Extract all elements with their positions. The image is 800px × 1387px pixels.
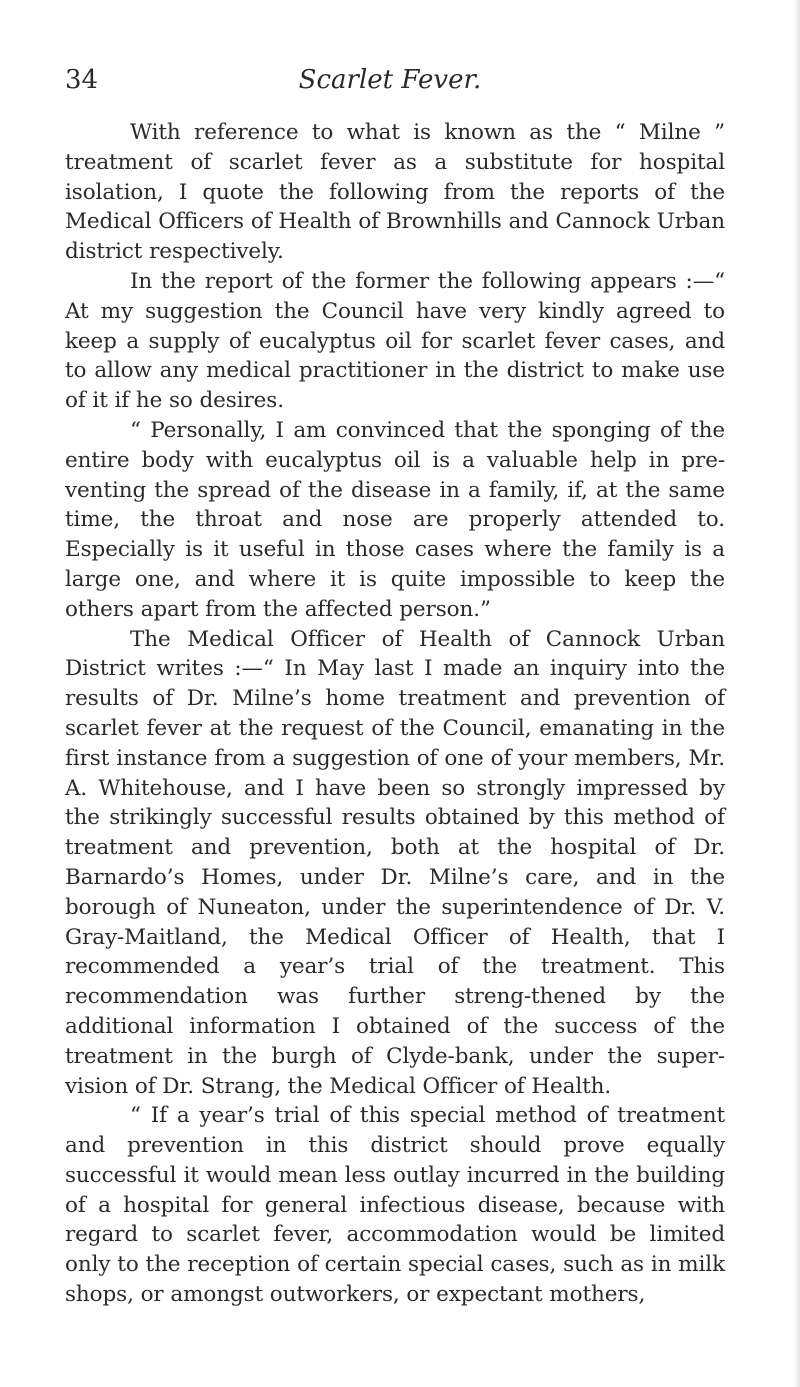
paragraph-milne-treatment: With reference to what is known as the “ Milne ” treatment of scarlet fever as a substitute for hospital isolation, I quote the following from the reports of the Medical Officers of Health of Brownhills and Cannock Urban district respectively.	[65, 120, 725, 265]
paragraph-brownhills-report: In the report of the former the following appears :—“ At my suggestion the Council have very kindly agreed to keep a supply of eucalyptus oil for scarlet fever cases, and to allow any medical practitioner in the district to make use of it if he so desires.	[65, 268, 725, 414]
paragraph-personal-view: “ Personally, I am convinced that the sponging of the entire body with eucalyptus oil is a valuable help in pre-venting the spread of the disease in a family, if, at the same time, the throat and nose are properly attended to. Especially is it useful in those cases where the family is a large one, and where it is quite impossible to keep the others apart from the affected person.”	[65, 417, 725, 622]
page-number: 34	[65, 65, 99, 95]
paragraph-year-trial: “ If a year’s trial of this special method of treatment and prevention in this district should prove equally successful it would mean less outlay incurred in the building of a hospital for general infectious disease, because with regard to scarlet fever, accommodation would be limited only to the reception of certain special cases, such as in milk shops, or amongst outworkers, or expectant mothers,	[65, 1103, 725, 1308]
body-text	[65, 118, 725, 1310]
page-edge-shadow	[794, 0, 800, 1387]
page-header	[65, 60, 715, 100]
paragraph-cannock-report: The Medical Officer of Health of Cannock Urban District writes :—“ In May last I made an inquiry into the results of Dr. Milne’s home treatment and prevention of scarlet fever at the request of the Council, emanating in the first instance from a suggestion of one of your members, Mr. A. Whitehouse, and I have been so strongly impressed by the strikingly successful results obtained by this method of treatment and prevention, both at the hospital of Dr. Barnardo’s Homes, under Dr. Milne’s care, and in the borough of Nuneaton, under the superintendence of Dr. V. Gray-Maitland, the Medical Officer of Health, that I recommended a year’s trial of the treatment. This recommendation was further streng-thened by the additional information I obtained of the success of the treatment in the burgh of Clyde-bank, under the super-vision of Dr. Strang, the Medical Officer of Health.	[65, 626, 725, 1099]
running-title: Scarlet Fever.	[298, 65, 482, 95]
